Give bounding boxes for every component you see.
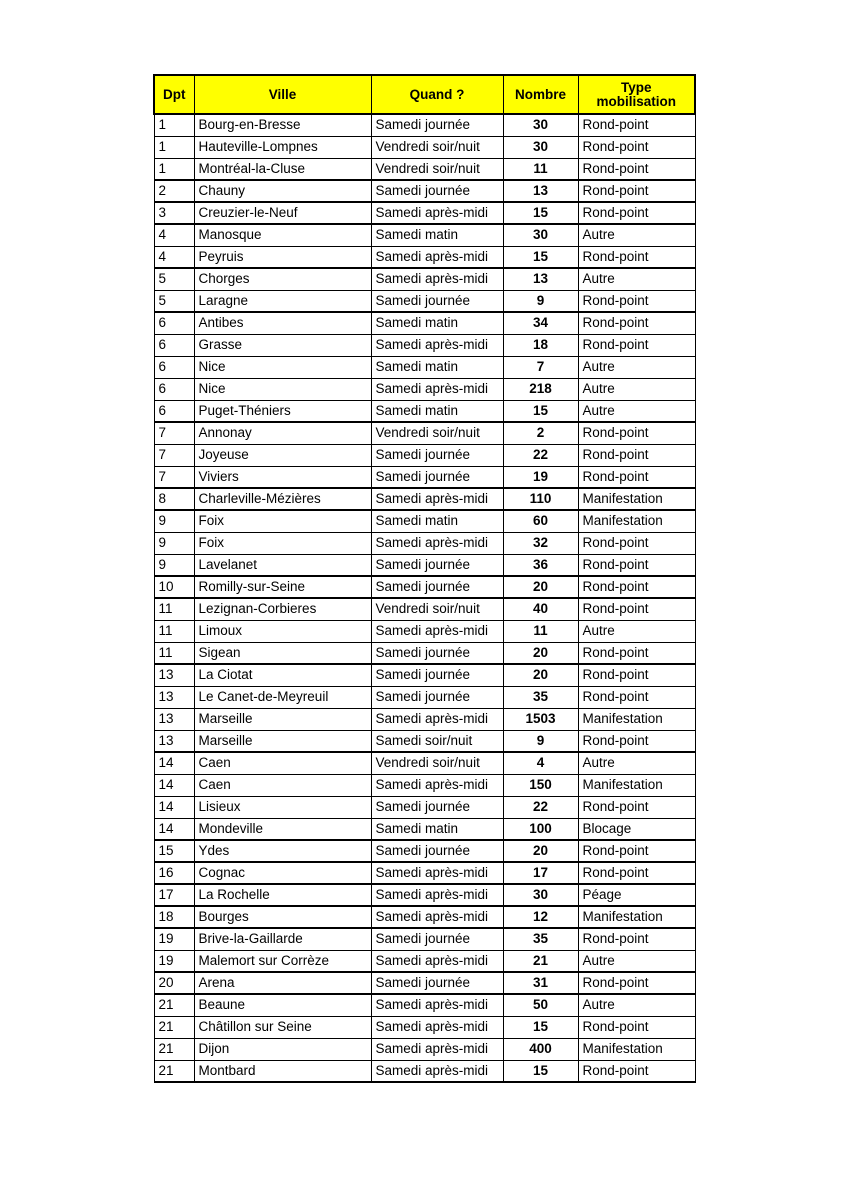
cell-type: Rond-point: [578, 862, 695, 884]
cell-nombre: 20: [503, 840, 578, 862]
cell-type: Rond-point: [578, 554, 695, 576]
table-row: [154, 730, 695, 752]
cell-nombre: 40: [503, 598, 578, 620]
cell-ville: Peyruis: [194, 246, 371, 268]
cell-ville: Manosque: [194, 224, 371, 246]
cell-nombre: 22: [503, 796, 578, 818]
table-row: [154, 246, 695, 268]
cell-ville: Lavelanet: [194, 554, 371, 576]
cell-type: Rond-point: [578, 532, 695, 554]
cell-ville: Hauteville-Lompnes: [194, 136, 371, 158]
cell-nombre: 31: [503, 972, 578, 994]
cell-ville: La Ciotat: [194, 664, 371, 686]
cell-type: Rond-point: [578, 444, 695, 466]
cell-quand: Samedi journée: [371, 114, 503, 136]
cell-ville: Sigean: [194, 642, 371, 664]
cell-nombre: 13: [503, 180, 578, 202]
cell-ville: Foix: [194, 532, 371, 554]
cell-nombre: 17: [503, 862, 578, 884]
cell-dpt: 4: [154, 246, 194, 268]
cell-quand: Samedi après-midi: [371, 950, 503, 972]
cell-quand: Samedi après-midi: [371, 202, 503, 224]
cell-nombre: 32: [503, 532, 578, 554]
cell-type: Autre: [578, 378, 695, 400]
cell-quand: Vendredi soir/nuit: [371, 136, 503, 158]
cell-quand: Samedi soir/nuit: [371, 730, 503, 752]
cell-quand: Samedi après-midi: [371, 1038, 503, 1060]
cell-nombre: 2: [503, 422, 578, 444]
cell-ville: Joyeuse: [194, 444, 371, 466]
cell-dpt: 6: [154, 356, 194, 378]
cell-ville: Dijon: [194, 1038, 371, 1060]
cell-dpt: 6: [154, 400, 194, 422]
table-row: [154, 818, 695, 840]
cell-quand: Samedi journée: [371, 972, 503, 994]
cell-nombre: 400: [503, 1038, 578, 1060]
cell-dpt: 1: [154, 158, 194, 180]
cell-type: Autre: [578, 224, 695, 246]
cell-nombre: 100: [503, 818, 578, 840]
cell-quand: Samedi journée: [371, 466, 503, 488]
table-row: [154, 180, 695, 202]
cell-ville: Marseille: [194, 708, 371, 730]
cell-ville: La Rochelle: [194, 884, 371, 906]
cell-ville: Malemort sur Corrèze: [194, 950, 371, 972]
cell-type: Manifestation: [578, 510, 695, 532]
cell-type: Autre: [578, 620, 695, 642]
cell-nombre: 20: [503, 642, 578, 664]
cell-ville: Romilly-sur-Seine: [194, 576, 371, 598]
cell-nombre: 110: [503, 488, 578, 510]
cell-dpt: 4: [154, 224, 194, 246]
cell-dpt: 11: [154, 620, 194, 642]
table-row: [154, 686, 695, 708]
cell-type: Rond-point: [578, 598, 695, 620]
table-row: [154, 268, 695, 290]
header-type-line1: Type: [620, 79, 652, 95]
cell-quand: Samedi après-midi: [371, 1060, 503, 1082]
cell-ville: Limoux: [194, 620, 371, 642]
cell-nombre: 30: [503, 136, 578, 158]
table-row: [154, 950, 695, 972]
header-type-mobilisation: [578, 75, 695, 114]
cell-quand: Vendredi soir/nuit: [371, 598, 503, 620]
cell-ville: Arena: [194, 972, 371, 994]
cell-type: Rond-point: [578, 246, 695, 268]
cell-nombre: 15: [503, 400, 578, 422]
table-row: [154, 1016, 695, 1038]
header-quand: Quand ?: [371, 75, 503, 114]
cell-quand: Samedi après-midi: [371, 994, 503, 1016]
cell-type: Rond-point: [578, 686, 695, 708]
cell-nombre: 60: [503, 510, 578, 532]
cell-ville: Caen: [194, 752, 371, 774]
cell-quand: Samedi journée: [371, 664, 503, 686]
cell-quand: Samedi après-midi: [371, 246, 503, 268]
table-row: [154, 158, 695, 180]
cell-dpt: 2: [154, 180, 194, 202]
cell-type: Rond-point: [578, 290, 695, 312]
table-row: [154, 774, 695, 796]
cell-nombre: 30: [503, 224, 578, 246]
table-row: [154, 752, 695, 774]
table-body: [154, 114, 695, 1082]
cell-type: Manifestation: [578, 488, 695, 510]
cell-ville: Nice: [194, 378, 371, 400]
cell-quand: Samedi matin: [371, 224, 503, 246]
cell-type: Rond-point: [578, 576, 695, 598]
cell-type: Rond-point: [578, 928, 695, 950]
table-row: [154, 356, 695, 378]
cell-quand: Samedi matin: [371, 818, 503, 840]
cell-dpt: 9: [154, 510, 194, 532]
cell-ville: Lezignan-Corbieres: [194, 598, 371, 620]
cell-nombre: 20: [503, 576, 578, 598]
cell-nombre: 4: [503, 752, 578, 774]
cell-ville: Charleville-Mézières: [194, 488, 371, 510]
cell-type: Rond-point: [578, 114, 695, 136]
cell-ville: Bourges: [194, 906, 371, 928]
cell-ville: Mondeville: [194, 818, 371, 840]
cell-nombre: 9: [503, 730, 578, 752]
cell-ville: Creuzier-le-Neuf: [194, 202, 371, 224]
cell-dpt: 8: [154, 488, 194, 510]
cell-nombre: 150: [503, 774, 578, 796]
cell-quand: Samedi journée: [371, 554, 503, 576]
cell-dpt: 19: [154, 950, 194, 972]
cell-dpt: 21: [154, 994, 194, 1016]
cell-ville: Le Canet-de-Meyreuil: [194, 686, 371, 708]
table-row: [154, 906, 695, 928]
cell-quand: Samedi après-midi: [371, 488, 503, 510]
cell-quand: Samedi journée: [371, 642, 503, 664]
table-row: [154, 840, 695, 862]
cell-quand: Samedi après-midi: [371, 1016, 503, 1038]
mobilisation-table: [153, 74, 696, 1083]
cell-dpt: 1: [154, 114, 194, 136]
cell-nombre: 50: [503, 994, 578, 1016]
cell-quand: Samedi journée: [371, 180, 503, 202]
table-row: [154, 224, 695, 246]
cell-ville: Nice: [194, 356, 371, 378]
cell-dpt: 15: [154, 840, 194, 862]
cell-type: Manifestation: [578, 1038, 695, 1060]
cell-quand: Samedi après-midi: [371, 774, 503, 796]
cell-type: Autre: [578, 752, 695, 774]
table-row: [154, 664, 695, 686]
cell-nombre: 36: [503, 554, 578, 576]
cell-type: Rond-point: [578, 312, 695, 334]
table-row: [154, 114, 695, 136]
cell-quand: Samedi journée: [371, 576, 503, 598]
cell-nombre: 30: [503, 114, 578, 136]
table-row: [154, 444, 695, 466]
header-nombre: Nombre: [503, 75, 578, 114]
cell-dpt: 18: [154, 906, 194, 928]
cell-type: Rond-point: [578, 466, 695, 488]
cell-dpt: 6: [154, 378, 194, 400]
cell-dpt: 14: [154, 796, 194, 818]
cell-type: Rond-point: [578, 730, 695, 752]
cell-nombre: 12: [503, 906, 578, 928]
cell-type: Autre: [578, 950, 695, 972]
cell-quand: Samedi journée: [371, 444, 503, 466]
cell-nombre: 20: [503, 664, 578, 686]
cell-nombre: 21: [503, 950, 578, 972]
cell-type: Manifestation: [578, 708, 695, 730]
table-row: [154, 378, 695, 400]
cell-type: Autre: [578, 356, 695, 378]
table-row: [154, 510, 695, 532]
cell-type: Rond-point: [578, 136, 695, 158]
header-type-line2: mobilisation: [596, 93, 676, 109]
cell-nombre: 7: [503, 356, 578, 378]
header-dpt: Dpt: [154, 75, 194, 114]
cell-quand: Vendredi soir/nuit: [371, 158, 503, 180]
table-row: [154, 576, 695, 598]
table-row: [154, 136, 695, 158]
cell-ville: Viviers: [194, 466, 371, 488]
cell-nombre: 22: [503, 444, 578, 466]
cell-dpt: 7: [154, 444, 194, 466]
table-row: [154, 796, 695, 818]
cell-dpt: 13: [154, 730, 194, 752]
cell-dpt: 13: [154, 664, 194, 686]
cell-nombre: 34: [503, 312, 578, 334]
cell-ville: Ydes: [194, 840, 371, 862]
cell-quand: Samedi journée: [371, 686, 503, 708]
cell-dpt: 9: [154, 554, 194, 576]
cell-ville: Grasse: [194, 334, 371, 356]
cell-dpt: 3: [154, 202, 194, 224]
cell-quand: Samedi matin: [371, 400, 503, 422]
header-ville: Ville: [194, 75, 371, 114]
cell-type: Rond-point: [578, 1060, 695, 1082]
cell-ville: Annonay: [194, 422, 371, 444]
table-row: [154, 884, 695, 906]
cell-ville: Brive-la-Gaillarde: [194, 928, 371, 950]
cell-ville: Chorges: [194, 268, 371, 290]
cell-type: Rond-point: [578, 796, 695, 818]
table-row: [154, 202, 695, 224]
cell-type: Péage: [578, 884, 695, 906]
cell-type: Rond-point: [578, 334, 695, 356]
cell-ville: Châtillon sur Seine: [194, 1016, 371, 1038]
table-row: [154, 334, 695, 356]
table-row: [154, 1060, 695, 1082]
cell-type: Rond-point: [578, 1016, 695, 1038]
cell-nombre: 218: [503, 378, 578, 400]
cell-dpt: 11: [154, 598, 194, 620]
cell-dpt: 6: [154, 312, 194, 334]
cell-dpt: 17: [154, 884, 194, 906]
table-row: [154, 422, 695, 444]
cell-quand: Samedi journée: [371, 928, 503, 950]
cell-dpt: 11: [154, 642, 194, 664]
table-row: [154, 554, 695, 576]
table-row: [154, 400, 695, 422]
cell-nombre: 15: [503, 1016, 578, 1038]
table-row: [154, 928, 695, 950]
cell-type: Autre: [578, 268, 695, 290]
cell-dpt: 13: [154, 686, 194, 708]
cell-quand: Samedi journée: [371, 290, 503, 312]
cell-nombre: 18: [503, 334, 578, 356]
cell-quand: Samedi matin: [371, 510, 503, 532]
cell-nombre: 9: [503, 290, 578, 312]
cell-quand: Samedi après-midi: [371, 532, 503, 554]
table-row: [154, 620, 695, 642]
cell-ville: Lisieux: [194, 796, 371, 818]
table-row: [154, 290, 695, 312]
cell-type: Rond-point: [578, 202, 695, 224]
cell-ville: Bourg-en-Bresse: [194, 114, 371, 136]
cell-ville: Laragne: [194, 290, 371, 312]
cell-ville: Beaune: [194, 994, 371, 1016]
cell-ville: Caen: [194, 774, 371, 796]
cell-type: Blocage: [578, 818, 695, 840]
cell-quand: Vendredi soir/nuit: [371, 422, 503, 444]
table-row: [154, 488, 695, 510]
cell-ville: Chauny: [194, 180, 371, 202]
cell-quand: Samedi après-midi: [371, 378, 503, 400]
cell-type: Autre: [578, 994, 695, 1016]
cell-quand: Samedi matin: [371, 356, 503, 378]
cell-ville: Marseille: [194, 730, 371, 752]
cell-ville: Puget-Théniers: [194, 400, 371, 422]
cell-dpt: 1: [154, 136, 194, 158]
cell-quand: Samedi journée: [371, 796, 503, 818]
cell-dpt: 6: [154, 334, 194, 356]
cell-ville: Foix: [194, 510, 371, 532]
cell-dpt: 21: [154, 1016, 194, 1038]
cell-dpt: 13: [154, 708, 194, 730]
cell-dpt: 21: [154, 1038, 194, 1060]
table-row: [154, 972, 695, 994]
cell-type: Rond-point: [578, 642, 695, 664]
table-row: [154, 1038, 695, 1060]
cell-type: Rond-point: [578, 158, 695, 180]
table-row: [154, 598, 695, 620]
cell-nombre: 35: [503, 686, 578, 708]
cell-type: Rond-point: [578, 422, 695, 444]
cell-type: Rond-point: [578, 840, 695, 862]
cell-nombre: 15: [503, 202, 578, 224]
cell-quand: Samedi après-midi: [371, 884, 503, 906]
cell-dpt: 14: [154, 752, 194, 774]
cell-nombre: 19: [503, 466, 578, 488]
cell-type: Manifestation: [578, 774, 695, 796]
table-header-row: [154, 75, 695, 114]
cell-ville: Montréal-la-Cluse: [194, 158, 371, 180]
table-row: [154, 862, 695, 884]
cell-type: Rond-point: [578, 664, 695, 686]
cell-quand: Samedi après-midi: [371, 862, 503, 884]
cell-dpt: 21: [154, 1060, 194, 1082]
cell-dpt: 19: [154, 928, 194, 950]
table-row: [154, 708, 695, 730]
cell-nombre: 15: [503, 246, 578, 268]
cell-dpt: 7: [154, 466, 194, 488]
cell-dpt: 20: [154, 972, 194, 994]
cell-quand: Samedi après-midi: [371, 268, 503, 290]
cell-nombre: 11: [503, 620, 578, 642]
cell-type: Rond-point: [578, 180, 695, 202]
cell-quand: Samedi matin: [371, 312, 503, 334]
cell-quand: Samedi après-midi: [371, 620, 503, 642]
cell-ville: Montbard: [194, 1060, 371, 1082]
cell-dpt: 14: [154, 818, 194, 840]
cell-dpt: 16: [154, 862, 194, 884]
cell-dpt: 5: [154, 290, 194, 312]
cell-nombre: 11: [503, 158, 578, 180]
cell-dpt: 14: [154, 774, 194, 796]
cell-type: Rond-point: [578, 972, 695, 994]
table-row: [154, 642, 695, 664]
cell-nombre: 13: [503, 268, 578, 290]
cell-quand: Samedi après-midi: [371, 334, 503, 356]
cell-quand: Vendredi soir/nuit: [371, 752, 503, 774]
table-row: [154, 994, 695, 1016]
cell-nombre: 1503: [503, 708, 578, 730]
table-row: [154, 466, 695, 488]
cell-quand: Samedi après-midi: [371, 708, 503, 730]
table-row: [154, 312, 695, 334]
cell-nombre: 35: [503, 928, 578, 950]
cell-nombre: 30: [503, 884, 578, 906]
cell-dpt: 7: [154, 422, 194, 444]
cell-nombre: 15: [503, 1060, 578, 1082]
cell-type: Manifestation: [578, 906, 695, 928]
cell-quand: Samedi journée: [371, 840, 503, 862]
cell-dpt: 10: [154, 576, 194, 598]
cell-quand: Samedi après-midi: [371, 906, 503, 928]
cell-dpt: 5: [154, 268, 194, 290]
table-row: [154, 532, 695, 554]
cell-type: Autre: [578, 400, 695, 422]
cell-ville: Antibes: [194, 312, 371, 334]
cell-dpt: 9: [154, 532, 194, 554]
cell-ville: Cognac: [194, 862, 371, 884]
